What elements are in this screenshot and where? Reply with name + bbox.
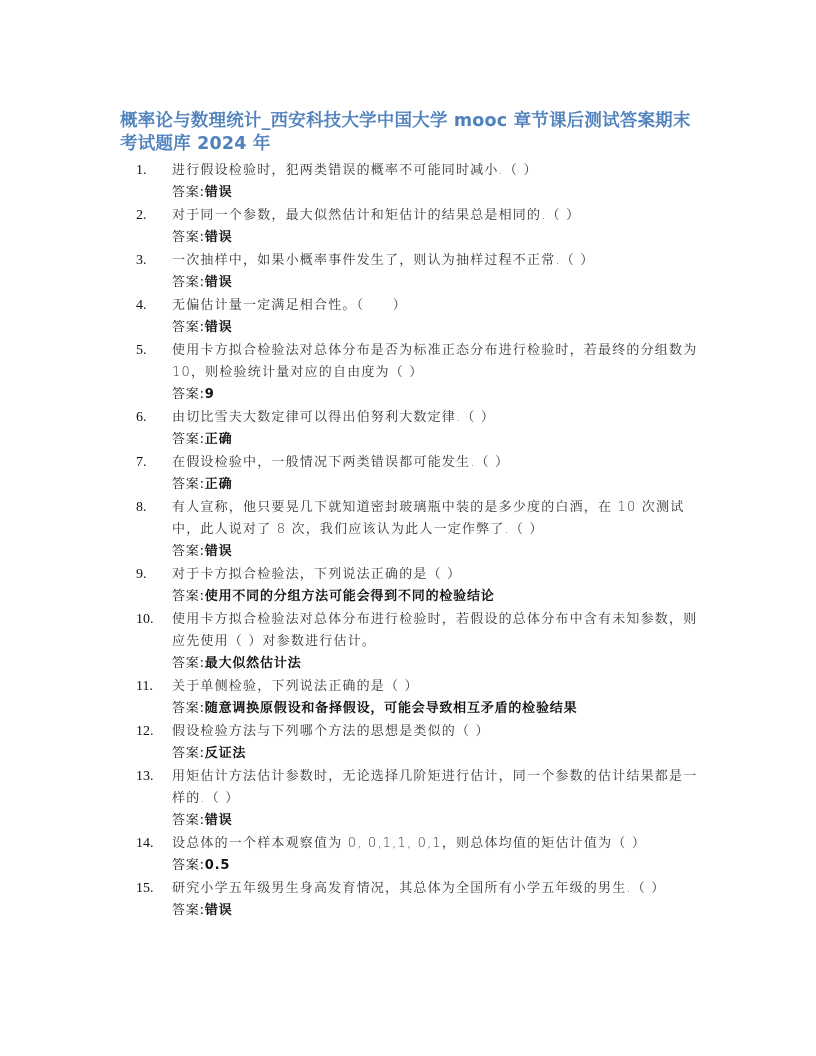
question-text: 用矩估计方法估计参数时，无论选择几阶矩进行估计，同一个参数的估计结果都是一样的.（ ） [172, 769, 698, 806]
answer-line [172, 272, 701, 295]
answer-line [172, 317, 701, 340]
question-text: 设总体的一个样本观察值为 0, 0,1,1, 0,1，则总体均值的矩估计值为（ ） [172, 836, 647, 851]
answer-label: 答案: [172, 477, 205, 492]
answer-value: 9 [204, 387, 215, 402]
answer-line [172, 227, 701, 250]
question-item [136, 878, 701, 923]
answer-label: 答案: [172, 589, 205, 604]
question-item [136, 766, 701, 833]
question-number: 11. [136, 679, 153, 694]
answer-line [172, 698, 701, 721]
answer-line [172, 586, 701, 609]
question-number: 9. [136, 567, 147, 582]
question-text: 研究小学五年级男生身高发育情况，其总体为全国所有小学五年级的男生.（ ） [172, 881, 666, 896]
answer-value: 随意调换原假设和备择假设，可能会导致相互矛盾的检验结果 [204, 701, 578, 716]
answer-value: 错误 [204, 230, 233, 245]
answer-value: 0.5 [204, 858, 231, 873]
answer-label: 答案: [172, 903, 205, 918]
question-number: 15. [136, 881, 154, 896]
question-item [136, 564, 701, 609]
question-item [136, 721, 701, 766]
answer-label: 答案: [172, 230, 205, 245]
answer-line [172, 743, 701, 766]
answer-label: 答案: [172, 544, 205, 559]
question-text: 使用卡方拟合检验法对总体分布是否为标准正态分布进行检验时，若最终的分组数为 10，则检验统计量对应的自由度为（ ） [172, 343, 698, 380]
answer-value: 错误 [204, 903, 233, 918]
answer-line [172, 384, 701, 407]
answer-label: 答案: [172, 185, 205, 200]
answer-label: 答案: [172, 275, 205, 290]
question-text: 对于卡方拟合检验法，下列说法正确的是（ ） [172, 567, 462, 582]
question-number: 13. [136, 769, 154, 784]
question-number: 6. [136, 410, 147, 425]
question-item [136, 295, 701, 340]
question-item [136, 452, 701, 497]
question-number: 3. [136, 253, 147, 268]
question-text: 有人宣称，他只要晃几下就知道密封玻璃瓶中装的是多少度的白酒，在 10 次测试中，此人说对了 8 次，我们应该认为此人一定作弊了.（ ） [172, 500, 685, 537]
answer-label: 答案: [172, 432, 205, 447]
question-text: 在假设检验中，一般情况下两类错误都可能发生.（ ） [172, 455, 510, 470]
answer-label: 答案: [172, 746, 205, 761]
answer-label: 答案: [172, 858, 205, 873]
answer-line [172, 429, 701, 452]
answer-value: 使用不同的分组方法可能会得到不同的检验结论 [204, 589, 495, 604]
answer-line [172, 900, 701, 923]
question-item [136, 407, 701, 452]
answer-value: 错误 [204, 544, 233, 559]
answer-value: 错误 [204, 813, 233, 828]
document-title: 概率论与数理统计_西安科技大学中国大学 mooc 章节课后测试答案期末考试题库 2024 年 [120, 111, 691, 154]
question-number: 2. [136, 208, 147, 223]
question-text: 假设检验方法与下列哪个方法的思想是类似的（ ） [172, 724, 490, 739]
question-number: 12. [136, 724, 154, 739]
answer-value: 正确 [204, 432, 233, 447]
answer-value: 正确 [204, 477, 233, 492]
question-number: 4. [136, 298, 147, 313]
question-number: 14. [136, 836, 154, 851]
answer-value: 错误 [204, 275, 233, 290]
question-number: 5. [136, 343, 147, 358]
answer-value: 最大似然估计法 [204, 656, 302, 671]
answer-label: 答案: [172, 656, 205, 671]
question-item [136, 833, 701, 878]
question-item [136, 205, 701, 250]
question-item [136, 340, 701, 407]
question-item [136, 497, 701, 564]
question-text: 关于单侧检验，下列说法正确的是（ ） [172, 679, 419, 694]
question-number: 7. [136, 455, 147, 470]
answer-line [172, 541, 701, 564]
question-number: 1. [136, 163, 147, 178]
answer-line [172, 855, 701, 878]
answer-label: 答案: [172, 813, 205, 828]
question-text: 由切比雪夫大数定律可以得出伯努利大数定律.（ ） [172, 410, 496, 425]
question-text: 对于同一个参数，最大似然估计和矩估计的结果总是相同的.（ ） [172, 208, 581, 223]
question-text: 一次抽样中，如果小概率事件发生了，则认为抽样过程不正常.（ ） [172, 253, 595, 268]
answer-line [172, 810, 701, 833]
question-list [136, 160, 701, 923]
question-item [136, 250, 701, 295]
answer-value: 错误 [204, 320, 233, 335]
answer-line [172, 182, 701, 205]
answer-label: 答案: [172, 701, 205, 716]
answer-label: 答案: [172, 320, 205, 335]
question-number: 8. [136, 500, 147, 515]
answer-value: 错误 [204, 185, 233, 200]
question-item [136, 676, 701, 721]
question-item [136, 160, 701, 205]
question-text: 进行假设检验时，犯两类错误的概率不可能同时减小.（ ） [172, 163, 538, 178]
answer-label: 答案: [172, 387, 205, 402]
answer-line [172, 474, 701, 497]
question-number: 10. [136, 612, 154, 627]
question-text: 无偏估计量一定满足相合性。（ ） [172, 298, 407, 313]
question-item [136, 609, 701, 676]
answer-line [172, 653, 701, 676]
question-text: 使用卡方拟合检验法对总体分布进行检验时，若假设的总体分布中含有未知参数，则应先使用（ ）对参数进行估计。 [172, 612, 698, 649]
answer-value: 反证法 [204, 746, 247, 761]
